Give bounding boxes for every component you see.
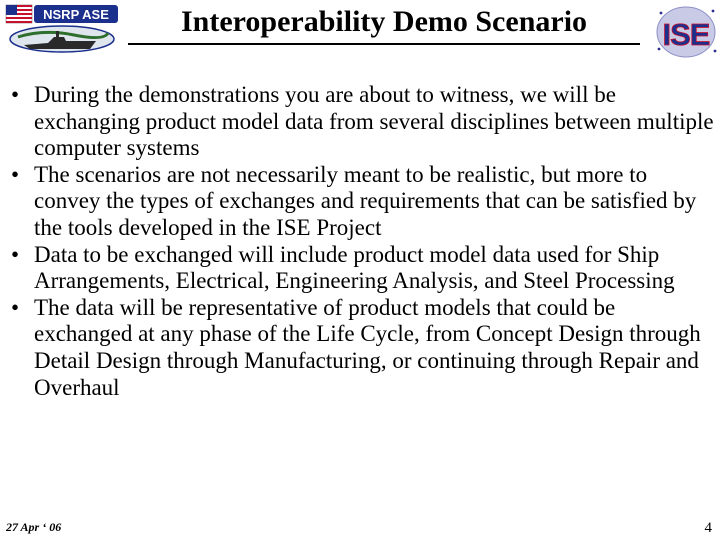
title-underline [128, 43, 640, 45]
bullet-item [10, 242, 714, 295]
bullet-item [10, 162, 714, 242]
bullet-text: During the demonstrations you are about to witness, we will be exchanging product model data from several disciplines between multiple computer systems [34, 82, 714, 161]
ship-emblem-icon [10, 26, 114, 52]
bullet-item [10, 295, 714, 401]
bullet-marker: • [11, 241, 20, 267]
bullet-marker: • [11, 161, 20, 187]
bullet-list [10, 82, 714, 401]
slide-title: Interoperability Demo Scenario [180, 5, 588, 38]
bullet-item [10, 82, 714, 162]
bullet-text: The scenarios are not necessarily meant to be realistic, but more to convey the types of exchanges and requirements that can be satisfied by the tools developed in the ISE Project [34, 161, 697, 240]
left-logo-text: NSRP ASE [43, 7, 109, 22]
right-logo-text: ISE [662, 17, 710, 52]
nsrp-ase-logo [4, 3, 122, 55]
bullet-marker: • [11, 294, 20, 320]
bullet-marker: • [11, 82, 20, 107]
ise-logo [655, 5, 718, 59]
footer-date: 27 Apr ‘ 06 [6, 520, 62, 534]
bullet-text: The data will be representative of product models that could be exchanged at any phase of the Life Cycle, from Concept Design through Detail Design through Manufacturing, or continuing through Repair and Overhaul [34, 294, 701, 400]
us-flag-icon [6, 5, 32, 23]
page-number: 4 [704, 520, 712, 536]
bullet-text: Data to be exchanged will include product model data used for Ship Arrangements, Electrical, Engineering Analysis, and Steel Processing [34, 241, 675, 294]
